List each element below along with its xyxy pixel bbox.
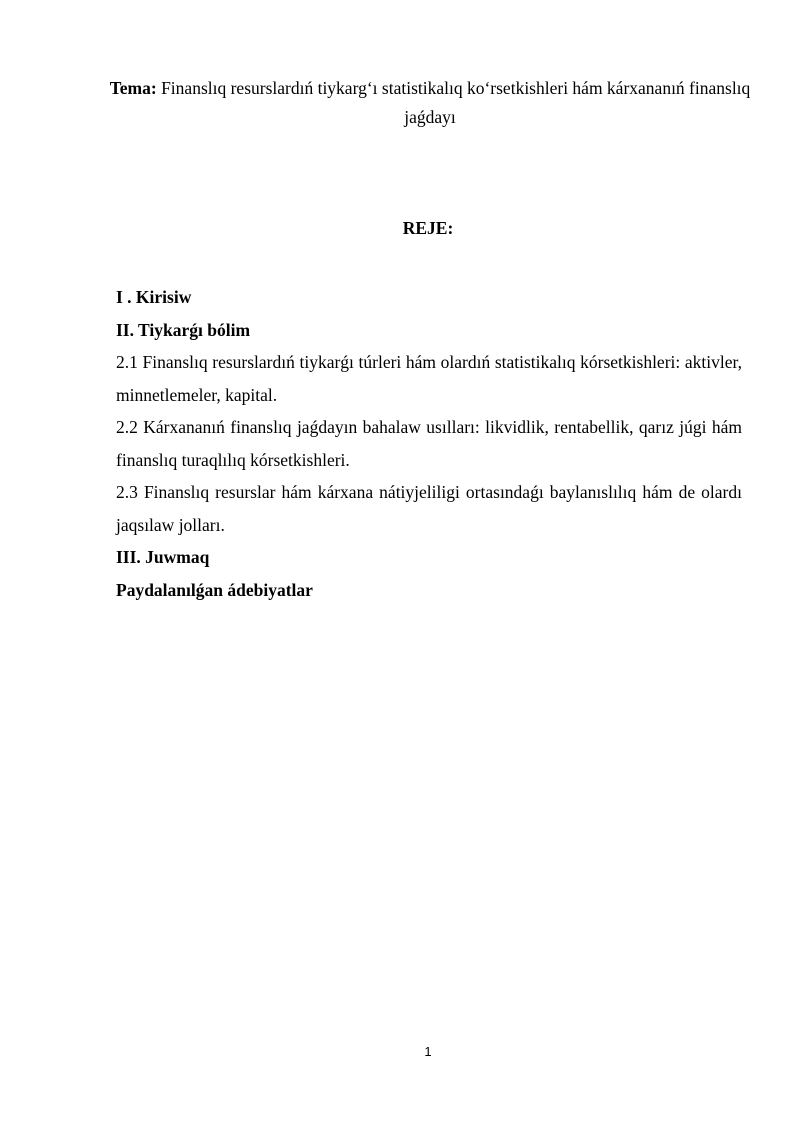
plan-subitem-2-1: 2.1 Finanslıq resurslardıń tiykarǵı túrleri hám olardıń statistikalıq kórsetkishleri: aktivler, minnetlemeler, kapital. (116, 352, 742, 405)
plan-subitem-2-3: 2.3 Finanslıq resurslar hám kárxana nátiyjeliligi ortasındaǵı baylanıslılıq hám de olardı jaqsılaw jolları. (116, 482, 742, 535)
plan-item-references: Paydalanılǵan ádebiyatlar (116, 579, 313, 600)
plan-item-introduction: I . Kirisiw (116, 287, 192, 307)
plan-subitem-2-2: 2.2 Kárxananıń finanslıq jaǵdayın bahalaw usılları: likvidlik, rentabellik, qarız júgi hám finanslıq turaqlılıq kórsetkishleri. (116, 417, 742, 470)
title-label: Tema: (109, 78, 157, 98)
plan-item-conclusion: III. Juwmaq (116, 547, 210, 567)
plan-heading: REJE: (402, 218, 454, 238)
plan-contents (116, 281, 742, 606)
page-number: 1 (424, 1044, 432, 1059)
document-title (100, 74, 760, 132)
title-text: Finanslıq resurslardıń tiykarg‘ı statistikalıq ko‘rsetkishleri hám kárxananıń finanslıq jaǵdayı (156, 78, 751, 127)
plan-item-main-part: II. Tiykarǵı bólim (116, 319, 251, 340)
